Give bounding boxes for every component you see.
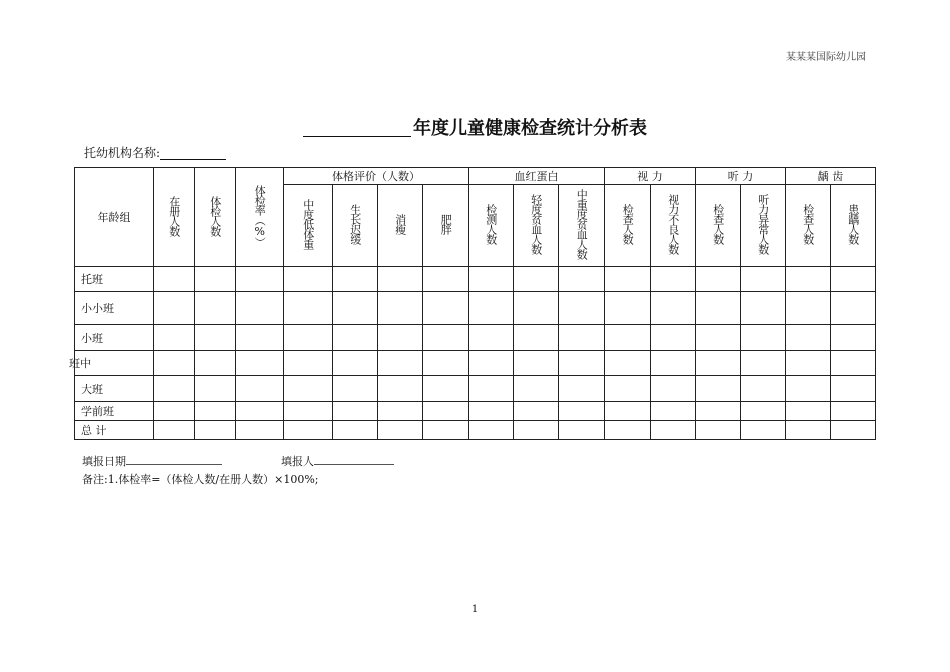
data-cell[interactable] — [378, 351, 423, 376]
data-cell[interactable] — [333, 402, 378, 421]
hearing-col-header: 听力异常人数 — [741, 185, 786, 267]
hemoglobin-col-header: 轻度贫血人数 — [514, 185, 559, 267]
table-row — [75, 402, 876, 421]
data-cell[interactable] — [514, 421, 559, 440]
data-cell[interactable] — [154, 292, 195, 325]
data-cell[interactable] — [195, 325, 236, 351]
hemoglobin-group-header: 血红蛋白 — [469, 168, 605, 185]
data-cell[interactable] — [514, 267, 559, 292]
data-cell[interactable] — [651, 351, 696, 376]
hemoglobin-col-header: 中重度贫血人数 — [559, 185, 605, 267]
data-cell[interactable] — [559, 376, 605, 402]
data-cell[interactable] — [469, 325, 514, 351]
vision-col-header: 检查人数 — [605, 185, 651, 267]
data-cell[interactable] — [423, 376, 469, 402]
data-cell[interactable] — [154, 402, 195, 421]
data-cell[interactable] — [378, 292, 423, 325]
row-label — [75, 292, 154, 325]
data-cell[interactable] — [831, 402, 876, 421]
data-cell[interactable] — [469, 351, 514, 376]
data-cell[interactable] — [195, 351, 236, 376]
row-label — [69, 351, 154, 376]
caries-col-header: 检查人数 — [786, 185, 831, 267]
data-cell[interactable] — [423, 292, 469, 325]
physique-col-header: 消瘦 — [378, 185, 423, 267]
data-cell[interactable] — [469, 376, 514, 402]
row-label-text: 大班 — [81, 382, 103, 396]
data-cell[interactable] — [154, 267, 195, 292]
data-cell[interactable] — [154, 376, 195, 402]
data-cell[interactable] — [284, 292, 333, 325]
row-label-text: 总 计 — [81, 424, 107, 437]
data-cell[interactable] — [605, 267, 651, 292]
caries-col-header: 患龋人数 — [831, 185, 876, 267]
row-label-text: 托班 — [81, 273, 103, 286]
data-cell[interactable] — [333, 267, 378, 292]
data-cell[interactable] — [831, 351, 876, 376]
table-row — [75, 421, 876, 440]
row-label — [75, 267, 154, 292]
data-cell[interactable] — [741, 292, 786, 325]
data-cell[interactable] — [741, 267, 786, 292]
data-cell[interactable] — [236, 351, 284, 376]
data-cell[interactable] — [378, 421, 423, 440]
data-cell[interactable] — [378, 376, 423, 402]
data-cell[interactable] — [559, 421, 605, 440]
vision-col-header: 视力不良人数 — [651, 185, 696, 267]
data-cell[interactable] — [514, 351, 559, 376]
data-cell[interactable] — [195, 421, 236, 440]
header-org-name: 某某某国际幼儿园 — [786, 52, 866, 63]
data-cell[interactable] — [605, 421, 651, 440]
footer-note: 备注:1.体检率=（体检人数/在册人数）×100%; — [82, 473, 319, 486]
data-cell[interactable] — [559, 292, 605, 325]
data-cell[interactable] — [236, 376, 284, 402]
data-cell[interactable] — [741, 376, 786, 402]
data-cell[interactable] — [284, 376, 333, 402]
data-cell[interactable] — [605, 325, 651, 351]
data-cell[interactable] — [378, 402, 423, 421]
document-title — [0, 114, 950, 140]
data-cell[interactable] — [651, 292, 696, 325]
physique-group-header: 体格评价（人数） — [284, 168, 469, 185]
data-cell[interactable] — [378, 267, 423, 292]
data-cell[interactable] — [559, 267, 605, 292]
data-cell[interactable] — [605, 376, 651, 402]
data-cell[interactable] — [651, 402, 696, 421]
data-cell[interactable] — [236, 267, 284, 292]
data-cell[interactable] — [378, 325, 423, 351]
data-cell[interactable] — [696, 292, 741, 325]
data-cell[interactable] — [786, 267, 831, 292]
data-cell[interactable] — [605, 402, 651, 421]
data-cell[interactable] — [786, 351, 831, 376]
data-cell[interactable] — [651, 325, 696, 351]
footer-fill-line — [82, 453, 394, 469]
physique-col-header: 肥胖 — [423, 185, 469, 267]
data-cell[interactable] — [469, 402, 514, 421]
row-label — [75, 421, 154, 440]
data-cell[interactable] — [741, 402, 786, 421]
fill-date-blank[interactable] — [126, 454, 222, 465]
data-cell[interactable] — [154, 351, 195, 376]
data-cell[interactable] — [514, 325, 559, 351]
data-cell[interactable] — [741, 351, 786, 376]
data-cell[interactable] — [786, 376, 831, 402]
data-cell[interactable] — [514, 292, 559, 325]
data-cell[interactable] — [786, 292, 831, 325]
table-row — [75, 325, 876, 351]
data-cell[interactable] — [605, 292, 651, 325]
data-cell[interactable] — [696, 376, 741, 402]
table-row — [75, 267, 876, 292]
table-row — [75, 292, 876, 325]
data-cell[interactable] — [831, 376, 876, 402]
hearing-group-header: 听 力 — [696, 168, 786, 185]
org-name-blank[interactable] — [160, 146, 226, 160]
data-cell[interactable] — [696, 267, 741, 292]
health-stats-table — [69, 167, 876, 440]
row-label-text: 学前班 — [81, 405, 114, 418]
data-cell[interactable] — [831, 325, 876, 351]
row-label — [75, 402, 154, 421]
data-cell[interactable] — [154, 421, 195, 440]
data-cell[interactable] — [786, 325, 831, 351]
row-label — [75, 325, 154, 351]
examined-header: 体检人数 — [195, 168, 236, 267]
title-text: 年度儿童健康检查统计分析表 — [413, 118, 647, 139]
data-cell[interactable] — [651, 267, 696, 292]
row-label-text: 小班 — [81, 331, 103, 345]
data-cell[interactable] — [333, 351, 378, 376]
data-cell[interactable] — [559, 325, 605, 351]
table-row — [75, 351, 876, 376]
row-label — [75, 376, 154, 402]
data-cell[interactable] — [284, 351, 333, 376]
data-cell[interactable] — [651, 376, 696, 402]
data-cell[interactable] — [236, 421, 284, 440]
data-cell[interactable] — [195, 292, 236, 325]
data-cell[interactable] — [741, 421, 786, 440]
vision-group-header: 视 力 — [605, 168, 696, 185]
data-cell[interactable] — [423, 402, 469, 421]
data-cell[interactable] — [786, 421, 831, 440]
data-cell[interactable] — [559, 351, 605, 376]
data-cell[interactable] — [514, 376, 559, 402]
data-cell[interactable] — [333, 421, 378, 440]
data-cell[interactable] — [786, 402, 831, 421]
org-name-label: 托幼机构名称: — [84, 146, 161, 160]
data-cell[interactable] — [284, 402, 333, 421]
data-cell[interactable] — [831, 292, 876, 325]
caries-group-header: 龋 齿 — [786, 168, 876, 185]
data-cell[interactable] — [696, 325, 741, 351]
data-cell[interactable] — [423, 351, 469, 376]
row-label-text: 班中 — [69, 357, 91, 370]
data-cell[interactable] — [831, 421, 876, 440]
data-cell[interactable] — [469, 267, 514, 292]
data-cell[interactable] — [514, 402, 559, 421]
data-cell[interactable] — [195, 376, 236, 402]
data-cell[interactable] — [696, 402, 741, 421]
data-cell[interactable] — [423, 325, 469, 351]
data-cell[interactable] — [195, 402, 236, 421]
data-cell[interactable] — [154, 325, 195, 351]
data-cell[interactable] — [696, 351, 741, 376]
page-number: 1 — [471, 604, 479, 615]
data-cell[interactable] — [469, 421, 514, 440]
age-group-header: 年龄组 — [75, 168, 154, 267]
data-cell[interactable] — [469, 292, 514, 325]
table-body — [69, 267, 876, 440]
data-cell[interactable] — [605, 351, 651, 376]
enrolled-header: 在册人数 — [154, 168, 195, 267]
data-cell[interactable] — [333, 325, 378, 351]
data-cell[interactable] — [236, 292, 284, 325]
exam-rate-header: 体检率（%） — [236, 168, 284, 267]
year-blank[interactable] — [303, 116, 411, 137]
row-label-text: 小小班 — [81, 302, 114, 315]
hemoglobin-col-header: 检测人数 — [469, 185, 514, 267]
data-cell[interactable] — [236, 325, 284, 351]
table-row — [75, 376, 876, 402]
data-cell[interactable] — [236, 402, 284, 421]
data-cell[interactable] — [423, 421, 469, 440]
reporter-label: 填报人 — [281, 455, 314, 468]
hearing-col-header: 检查人数 — [696, 185, 741, 267]
data-cell[interactable] — [333, 292, 378, 325]
physique-col-header: 中度低体重 — [284, 185, 333, 267]
data-cell[interactable] — [831, 267, 876, 292]
org-name-line — [84, 144, 226, 161]
data-cell[interactable] — [559, 402, 605, 421]
data-cell[interactable] — [423, 267, 469, 292]
data-cell[interactable] — [284, 421, 333, 440]
data-cell[interactable] — [333, 376, 378, 402]
data-cell[interactable] — [284, 325, 333, 351]
data-cell[interactable] — [696, 421, 741, 440]
reporter-blank[interactable] — [314, 454, 394, 465]
fill-date-label: 填报日期 — [82, 455, 126, 468]
data-cell[interactable] — [651, 421, 696, 440]
data-cell[interactable] — [284, 267, 333, 292]
physique-col-header: 生长迟缓 — [333, 185, 378, 267]
data-cell[interactable] — [741, 325, 786, 351]
data-cell[interactable] — [195, 267, 236, 292]
